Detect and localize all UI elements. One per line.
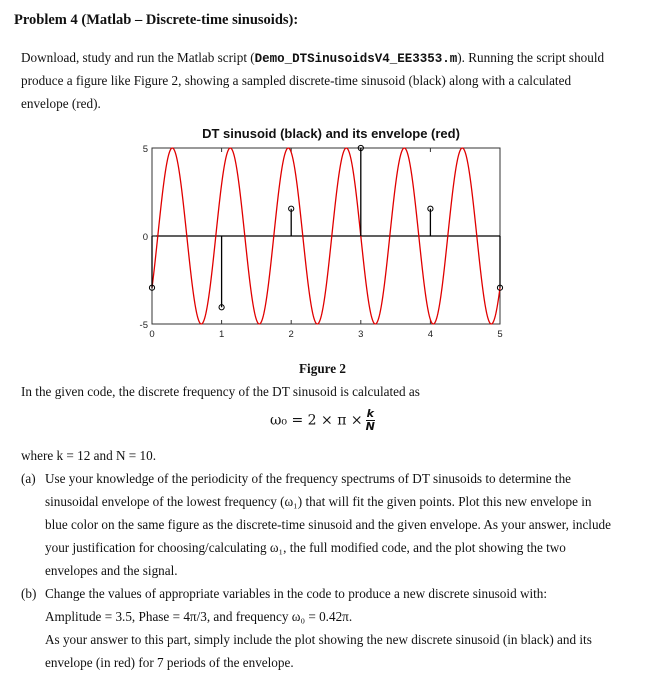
- where-line: where k = 12 and N = 10.: [21, 448, 156, 463]
- intro-line-2: produce a figure like Figure 2, showing a sampled discrete-time sinusoid (black) along with a calculated: [21, 73, 572, 88]
- part-a-line-4: your justification for choosing/calculating ω₁, the full modified code, and the plot showing the two: [45, 540, 566, 555]
- formula-lhs: ω₀ = 2 × π ×: [270, 412, 363, 429]
- figure-caption: Figure 2: [299, 361, 347, 376]
- y-tick-label: 0: [142, 232, 148, 243]
- x-tick-label: 0: [149, 329, 155, 340]
- part-a-line-2: sinusoidal envelope of the lowest frequency (ω₁) that will fit the given points. Plot this new envelope in: [45, 494, 592, 509]
- formula-numerator: k: [366, 407, 374, 420]
- part-b-line-3: As your answer to this part, simply include the plot showing the new discrete sinusoid (in black) and its: [45, 632, 592, 647]
- intro-line-1-post: ). Running the script should: [457, 50, 605, 65]
- intro-line-1: [21, 50, 604, 67]
- part-a-line-1: Use your knowledge of the periodicity of the frequency spectrums of DT sinusoids to determine the: [45, 471, 572, 486]
- part-a-label: (a): [21, 471, 36, 486]
- x-tick-label: 2: [288, 329, 294, 340]
- x-tick-label: 5: [497, 329, 503, 340]
- intro-line-1-pre: Download, study and run the Matlab script (: [21, 50, 255, 65]
- after-figure-text: In the given code, the discrete frequency of the DT sinusoid is calculated as: [21, 384, 420, 399]
- x-tick-label: 4: [427, 329, 434, 340]
- formula-denominator: N: [365, 420, 375, 433]
- part-b-line-1: Change the values of appropriate variables in the code to produce a new discrete sinusoid with:: [45, 586, 548, 601]
- part-a-line-5: envelopes and the signal.: [45, 563, 178, 578]
- figure-2-chart: [130, 122, 510, 352]
- part-b-line-4: envelope (in red) for 7 periods of the envelope.: [45, 655, 294, 670]
- x-tick-label: 3: [358, 329, 364, 340]
- x-tick-label: 1: [218, 329, 225, 340]
- part-b-line-2: Amplitude = 3.5, Phase = 4π/3, and frequency ω₀ = 0.42π.: [45, 609, 353, 624]
- y-tick-label: 5: [142, 144, 148, 155]
- part-a-line-3: blue color on the same figure as the discrete-time sinusoid and the given envelope. As your answer, include: [45, 517, 612, 532]
- problem-title: Problem 4 (Matlab – Discrete-time sinusoids):: [14, 12, 299, 28]
- intro-line-3: envelope (red).: [21, 96, 101, 111]
- omega-formula: [270, 408, 375, 433]
- part-b-label: (b): [21, 586, 37, 601]
- chart-title: DT sinusoid (black) and its envelope (red): [202, 126, 460, 141]
- formula-fraction: [366, 408, 375, 433]
- y-tick-label: -5: [139, 320, 148, 331]
- script-name: Demo_DTSinusoidsV4_EE3353.m: [254, 52, 458, 66]
